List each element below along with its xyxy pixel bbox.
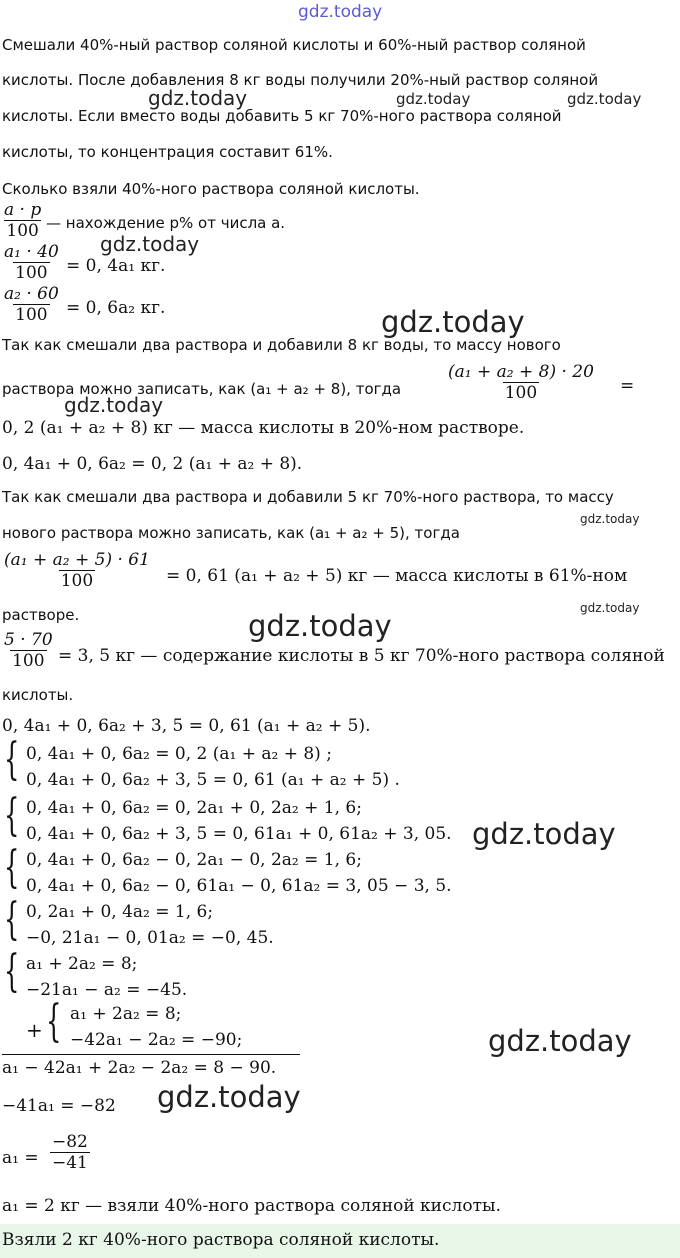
watermark: gdz.today xyxy=(100,232,200,256)
text-line: 0, 2 (a₁ + a₂ + 8) кг — масса кислоты в 20%-ном растворе. xyxy=(2,418,525,438)
result-lhs: a₁ = xyxy=(2,1148,39,1168)
equals-sign: = xyxy=(620,376,635,396)
watermark: gdz.today xyxy=(580,601,640,615)
system-brace: { xyxy=(4,790,20,841)
problem-question: Сколько взяли 40%-ного раствора соляной кислоты. xyxy=(2,180,420,198)
watermark: gdz.today xyxy=(381,305,525,339)
system3-eq-b: 0, 4a₁ + 0, 6a₂ − 0, 61a₁ − 0, 61a₂ = 3, 05 − 3, 5. xyxy=(26,876,452,896)
text-line: растворе. xyxy=(2,606,80,624)
watermark: gdz.today xyxy=(472,817,616,851)
final-result: a₁ = 2 кг — взяли 40%-ного раствора соляной кислоты. xyxy=(2,1196,501,1216)
text-line: кислоты. xyxy=(2,686,74,704)
system-brace: { xyxy=(4,894,20,945)
system1-eq-a: 0, 4a₁ + 0, 6a₂ = 0, 2 (a₁ + a₂ + 8) ; xyxy=(26,744,332,764)
system6-eq-b: −42a₁ − 2a₂ = −90; xyxy=(70,1030,243,1050)
sum-equation: a₁ − 42a₁ + 2a₂ − 2a₂ = 8 − 90. xyxy=(2,1058,277,1078)
problem-line: кислоты. После добавления 8 кг воды получили 20%-ный раствор соляной xyxy=(2,71,599,89)
fraction-percent-formula: $\frac{a \cdot p}{100}$ xyxy=(4,200,42,241)
result-a1: = 0, 4a₁ кг. xyxy=(66,256,166,276)
plus-sign: + xyxy=(26,1018,43,1042)
fraction-mass-water: $\frac{\text{(a₁ + a₂ + 8) · 20}}{100}$ xyxy=(448,362,594,403)
watermark: gdz.today xyxy=(157,1080,301,1114)
system2-eq-a: 0, 4a₁ + 0, 6a₂ = 0, 2a₁ + 0, 2a₂ + 1, 6; xyxy=(26,798,362,818)
answer-box xyxy=(0,1224,680,1258)
system2-eq-b: 0, 4a₁ + 0, 6a₂ + 3, 5 = 0, 61a₁ + 0, 61a₂ + 3, 05. xyxy=(26,824,452,844)
text-line: Так как смешали два раствора и добавили 8 кг воды, то массу нового xyxy=(2,336,561,354)
system5-eq-b: −21a₁ − a₂ = −45. xyxy=(26,980,188,1000)
system4-eq-a: 0, 2a₁ + 0, 4a₂ = 1, 6; xyxy=(26,902,214,922)
fraction-result: $\frac{-82}{-41}$ xyxy=(52,1132,88,1173)
formula-description: — нахождение p% от числа a. xyxy=(46,214,286,232)
problem-line: Смешали 40%-ный раствор соляной кислоты и 60%-ный раствор соляной xyxy=(2,36,586,54)
problem-line: кислоты, то концентрация составит 61%. xyxy=(2,143,333,161)
watermark: gdz.today xyxy=(567,90,642,108)
watermark: gdz.today xyxy=(248,609,392,643)
system-brace: { xyxy=(46,996,62,1047)
fraction-5-70: $\frac{5 \cdot 70}{100}$ xyxy=(4,630,53,671)
fraction-mass-61: $\frac{\text{(a₁ + a₂ + 5) · 61}}{100}$ xyxy=(4,550,150,591)
watermark-top: gdz.today xyxy=(298,2,383,22)
fraction-a2-60: $\frac{\text{a₂ · 60}}{100}$ xyxy=(4,284,59,325)
watermark: gdz.today xyxy=(148,86,248,110)
text-line: нового раствора можно записать, как (a₁ + a₂ + 5), тогда xyxy=(2,524,460,542)
problem-line: кислоты. Если вместо воды добавить 5 кг 70%-ного раствора соляной xyxy=(2,107,562,125)
watermark: gdz.today xyxy=(488,1024,632,1058)
result-a2: = 0, 6a₂ кг. xyxy=(66,298,166,318)
system-brace: { xyxy=(4,842,20,893)
equation-1: 0, 4a₁ + 0, 6a₂ = 0, 2 (a₁ + a₂ + 8). xyxy=(2,454,303,474)
fraction-a1-40: $\frac{\text{a₁ · 40}}{100}$ xyxy=(4,242,59,283)
acid-content-text: = 3, 5 кг — содержание кислоты в 5 кг 70%-ного раствора соляной xyxy=(58,646,665,666)
system-brace: { xyxy=(4,734,20,785)
system4-eq-b: −0, 21a₁ − 0, 01a₂ = −0, 45. xyxy=(26,928,274,948)
result-equation: −41a₁ = −82 xyxy=(2,1096,116,1116)
sum-line xyxy=(2,1054,300,1055)
equation-2: 0, 4a₁ + 0, 6a₂ + 3, 5 = 0, 61 (a₁ + a₂ + 5). xyxy=(2,716,371,736)
watermark: gdz.today xyxy=(64,393,164,417)
mass-61-text: = 0, 61 (a₁ + a₂ + 5) кг — масса кислоты в 61%-ном xyxy=(166,566,628,586)
watermark: gdz.today xyxy=(396,90,471,108)
system-brace: { xyxy=(4,946,20,997)
answer-text: Взяли 2 кг 40%-ного раствора соляной кислоты. xyxy=(2,1230,440,1250)
system3-eq-a: 0, 4a₁ + 0, 6a₂ − 0, 2a₁ − 0, 2a₂ = 1, 6; xyxy=(26,850,362,870)
watermark: gdz.today xyxy=(580,512,640,526)
system5-eq-a: a₁ + 2a₂ = 8; xyxy=(26,954,138,974)
system1-eq-b: 0, 4a₁ + 0, 6a₂ + 3, 5 = 0, 61 (a₁ + a₂ + 5) . xyxy=(26,770,400,790)
text-line: Так как смешали два раствора и добавили 5 кг 70%-ного раствора, то массу xyxy=(2,488,614,506)
system6-eq-a: a₁ + 2a₂ = 8; xyxy=(70,1004,182,1024)
text-line: раствора можно записать, как (a₁ + a₂ + 8), тогда xyxy=(2,380,402,398)
